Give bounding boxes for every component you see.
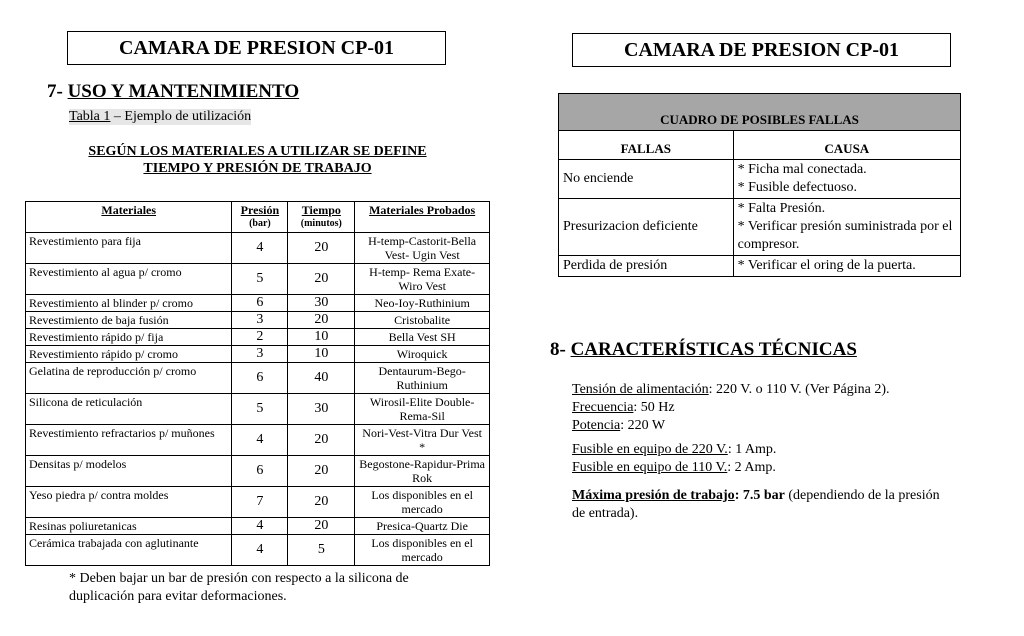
- material-cell: Revestimiento al agua p/ cromo: [26, 264, 232, 295]
- tiempo-cell: 20: [288, 233, 355, 264]
- material-cell: Revestimiento refractarios p/ muñones: [26, 425, 232, 456]
- tiempo-cell: 20: [288, 425, 355, 456]
- probados-cell: Wiroquick: [355, 346, 490, 363]
- probados-cell: Bella Vest SH: [355, 329, 490, 346]
- fault-row: [559, 160, 961, 199]
- probados-cell: H-temp- Rema Exate-Wiro Vest: [355, 264, 490, 295]
- section-7-number: 7-: [47, 81, 63, 102]
- probados-cell: Neo-Ioy-Ruthinium: [355, 295, 490, 312]
- materials-subheading: [25, 143, 490, 177]
- falla-cell: Presurizacion deficiente: [559, 199, 734, 256]
- section-8-heading: [550, 339, 857, 361]
- probados-cell: Cristobalite: [355, 312, 490, 329]
- tiempo-cell: 10: [288, 346, 355, 363]
- col-causa: CAUSA: [733, 131, 960, 160]
- section-7-title: USO Y MANTENIMIENTO: [67, 81, 300, 102]
- probados-cell: Los disponibles en el mercado: [355, 535, 490, 566]
- causa-cell: [733, 256, 960, 277]
- falla-cell: Perdida de presión: [559, 256, 734, 277]
- section-7-heading: [47, 81, 299, 103]
- tiempo-cell: 10: [288, 329, 355, 346]
- table-row: [26, 425, 490, 456]
- tiempo-cell: 20: [288, 456, 355, 487]
- presion-cell: 4: [232, 518, 288, 535]
- material-cell: Yeso piedra p/ contra moldes: [26, 487, 232, 518]
- causa-item: * Verificar presión suministrada por el compresor.: [737, 219, 953, 252]
- spec-potencia: Potencia: 220 W: [572, 418, 666, 433]
- table-row: [26, 456, 490, 487]
- material-cell: Cerámica trabajada con aglutinante: [26, 535, 232, 566]
- spec-fusible-220: Fusible en equipo de 220 V.: 1 Amp.: [572, 442, 777, 457]
- probados-cell: Los disponibles en el mercado: [355, 487, 490, 518]
- falla-cell: No enciende: [559, 160, 734, 199]
- presion-cell: 4: [232, 425, 288, 456]
- left-page-title: CAMARA DE PRESION CP-01: [67, 31, 446, 65]
- tiempo-cell: 30: [288, 394, 355, 425]
- presion-cell: 6: [232, 295, 288, 312]
- causa-item: * Verificar el oring de la puerta.: [737, 258, 916, 273]
- table-row: [26, 487, 490, 518]
- presion-cell: 7: [232, 487, 288, 518]
- fault-row: [559, 199, 961, 256]
- materials-table-header: [26, 202, 490, 233]
- materials-subheading-line2: TIEMPO Y PRESIÓN DE TRABAJO: [143, 161, 372, 176]
- causa-item: * Fusible defectuoso.: [737, 180, 857, 195]
- table-row: [26, 346, 490, 363]
- presion-cell: 4: [232, 233, 288, 264]
- probados-cell: Presica-Quartz Die: [355, 518, 490, 535]
- spec-fusible-110: Fusible en equipo de 110 V.: 2 Amp.: [572, 460, 776, 475]
- tiempo-cell: 5: [288, 535, 355, 566]
- faults-table-title-row: [559, 94, 961, 131]
- footnote: * Deben bajar un bar de presión con respecto a la silicona de duplicación para evitar deformaciones.: [69, 571, 409, 604]
- presion-cell: 6: [232, 363, 288, 394]
- material-cell: Revestimiento para fija: [26, 233, 232, 264]
- probados-cell: Dentaurum-Bego-Ruthinium: [355, 363, 490, 394]
- presion-cell: 3: [232, 312, 288, 329]
- faults-table: [558, 93, 961, 277]
- tiempo-cell: 20: [288, 312, 355, 329]
- probados-cell: Wirosil-Elite Double-Rema-Sil: [355, 394, 490, 425]
- presion-cell: 5: [232, 264, 288, 295]
- table-row: [26, 264, 490, 295]
- causa-item: * Ficha mal conectada.: [737, 162, 867, 177]
- section-8-title: CARACTERÍSTICAS TÉCNICAS: [570, 339, 857, 360]
- spec-frecuencia: Frecuencia: 50 Hz: [572, 400, 675, 415]
- table-row: [26, 233, 490, 264]
- material-cell: Densitas p/ modelos: [26, 456, 232, 487]
- material-cell: Resinas poliuretanicas: [26, 518, 232, 535]
- col-fallas: FALLAS: [559, 131, 734, 160]
- spec-tension: Tensión de alimentación: 220 V. o 110 V. (Ver Página 2).: [572, 382, 890, 397]
- material-cell: Silicona de reticulación: [26, 394, 232, 425]
- presion-cell: 4: [232, 535, 288, 566]
- tiempo-cell: 20: [288, 264, 355, 295]
- table-row: [26, 329, 490, 346]
- table-row: [26, 518, 490, 535]
- tiempo-cell: 20: [288, 487, 355, 518]
- material-cell: Gelatina de reproducción p/ cromo: [26, 363, 232, 394]
- table-caption-text: – Ejemplo de utilización: [110, 109, 252, 124]
- materials-subheading-line1: SEGÚN LOS MATERIALES A UTILIZAR SE DEFINE: [88, 144, 427, 159]
- causa-cell: [733, 199, 960, 256]
- section-8-number: 8-: [550, 339, 566, 360]
- table-caption-link[interactable]: Tabla 1: [69, 109, 111, 124]
- tiempo-cell: 40: [288, 363, 355, 394]
- causa-item: * Falta Presión.: [737, 201, 826, 216]
- probados-cell: Nori-Vest-Vitra Dur Vest *: [355, 425, 490, 456]
- table-row: [26, 535, 490, 566]
- presion-cell: 3: [232, 346, 288, 363]
- presion-cell: 6: [232, 456, 288, 487]
- probados-cell: H-temp-Castorit-Bella Vest- Ugin Vest: [355, 233, 490, 264]
- table-row: [26, 394, 490, 425]
- table-row: [26, 363, 490, 394]
- tech-specs: [572, 381, 952, 523]
- table-row: [26, 312, 490, 329]
- col-tiempo: Tiempo (minutos): [288, 202, 355, 233]
- material-cell: Revestimiento rápido p/ cromo: [26, 346, 232, 363]
- material-cell: Revestimiento de baja fusión: [26, 312, 232, 329]
- faults-table-title: CUADRO DE POSIBLES FALLAS: [559, 94, 961, 131]
- probados-cell: Begostone-Rapidur-Prima Rok: [355, 456, 490, 487]
- presion-cell: 5: [232, 394, 288, 425]
- col-presion: Presión (bar): [232, 202, 288, 233]
- materials-table: [25, 201, 490, 566]
- tiempo-cell: 30: [288, 295, 355, 312]
- causa-cell: [733, 160, 960, 199]
- presion-cell: 2: [232, 329, 288, 346]
- fault-row: [559, 256, 961, 277]
- table-caption: [69, 109, 251, 125]
- col-probados: Materiales Probados: [355, 202, 490, 233]
- right-page-title: CAMARA DE PRESION CP-01: [572, 33, 951, 67]
- col-materiales: Materiales: [26, 202, 232, 233]
- spec-max-presion: Máxima presión de trabajo: 7.5 bar (dependiendo de la presión de entrada).: [572, 488, 940, 521]
- faults-table-header: [559, 131, 961, 160]
- tiempo-cell: 20: [288, 518, 355, 535]
- table-row: [26, 295, 490, 312]
- material-cell: Revestimiento rápido p/ fija: [26, 329, 232, 346]
- material-cell: Revestimiento al blinder p/ cromo: [26, 295, 232, 312]
